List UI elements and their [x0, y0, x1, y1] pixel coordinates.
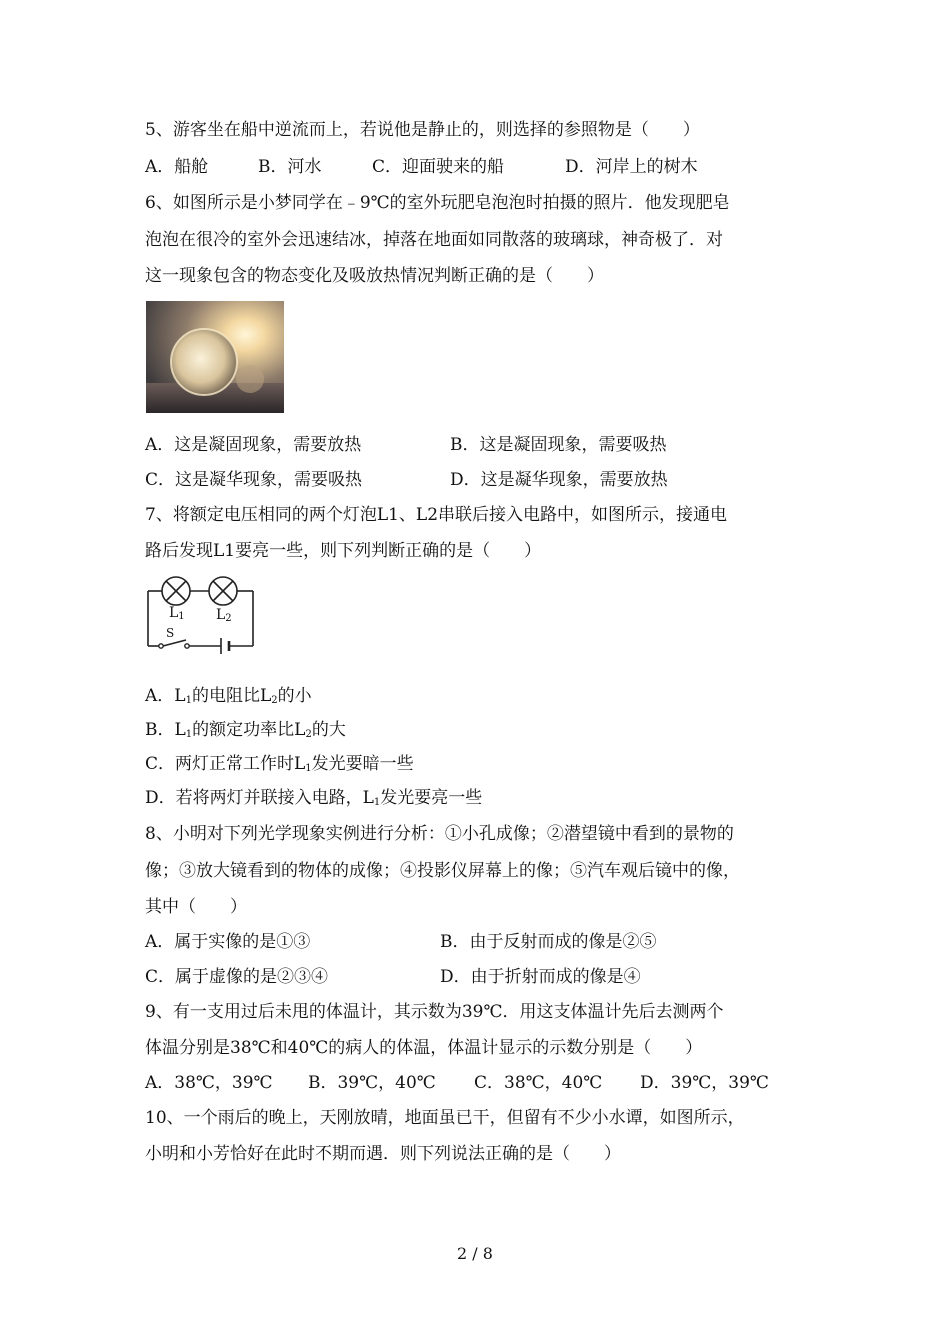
q8-stem-line2: 像；③放大镜看到的物体的成像；④投影仪屏幕上的像；⑤汽车观后镜中的像，: [145, 861, 740, 881]
q7-option-a: A．$L_1$的电阻比$L_2$的小: [145, 686, 312, 706]
q6-option-a: A．这是凝固现象，需要放热: [145, 435, 362, 455]
q7-option-b: B．$L_1$的额定功率比$L_2$的大: [145, 720, 346, 740]
q10-stem-line1: 10、一个雨后的晚上，天刚放晴，地面虽已干，但留有不少小水谭，如图所示，: [145, 1108, 745, 1128]
q5-option-d: D．河岸上的树木: [565, 157, 698, 177]
q8-option-c: C．属于虚像的是②③④: [145, 967, 329, 987]
q7-stem-line2: 路后发现L1要亮一些，则下列判断正确的是（ ）: [145, 541, 542, 561]
q7-stem-line1: 7、将额定电压相同的两个灯泡L1、L2串联后接入电路中，如图所示，接通电: [145, 505, 728, 525]
q7-option-d: D．若将两灯并联接入电路，$L_1$发光要亮一些: [145, 788, 483, 808]
q8-option-d: D．由于折射而成的像是④: [440, 967, 641, 987]
q10-stem-line2: 小明和小芳恰好在此时不期而遇．则下列说法正确的是（ ）: [145, 1144, 621, 1164]
q8-option-b: B．由于反射而成的像是②⑤: [440, 932, 657, 952]
q9-option-b: B．39℃，40℃: [308, 1073, 436, 1093]
q6-option-d: D．这是凝华现象，需要放热: [450, 470, 668, 490]
q5-option-c: C．迎面驶来的船: [372, 157, 505, 177]
q9-option-d: D．39℃，39℃: [640, 1073, 769, 1093]
q8-stem-line1: 8、小明对下列光学现象实例进行分析：①小孔成像；②潜望镜中看到的景物的: [145, 824, 734, 844]
q9-option-a: A．38℃，39℃: [145, 1073, 273, 1093]
switch-label: S: [166, 626, 175, 640]
q6-stem-line3: 这一现象包含的物态变化及吸放热情况判断正确的是（ ）: [145, 266, 604, 286]
q9-option-c: C．38℃，40℃: [474, 1073, 603, 1093]
q6-stem-line1: 6、如图所示是小梦同学在﹣9℃的室外玩肥皂泡泡时拍摄的照片．他发现肥皂: [145, 193, 730, 213]
lamp2-label: $L_2$: [216, 607, 232, 624]
series-circuit-diagram: [143, 574, 258, 660]
q9-stem-line2: 体温分别是38℃和40℃的病人的体温，体温计显示的示数分别是（ ）: [145, 1038, 703, 1058]
q8-option-a: A．属于实像的是①③: [145, 932, 311, 952]
q6-option-c: C．这是凝华现象，需要吸热: [145, 470, 363, 490]
q7-option-c: C．两灯正常工作时$L_1$发光要暗一些: [145, 754, 414, 774]
frozen-bubble-photo: [146, 301, 284, 413]
q8-stem-line3: 其中（ ）: [145, 897, 247, 917]
q5-option-a: A．船舱: [145, 157, 209, 177]
q6-stem-line2: 泡泡在很冷的室外会迅速结冰，掉落在地面如同散落的玻璃球，神奇极了．对: [145, 230, 723, 250]
q6-option-b: B．这是凝固现象，需要吸热: [450, 435, 667, 455]
q5-option-b: B．河水: [258, 157, 322, 177]
q5-stem: 5、游客坐在船中逆流而上，若说他是静止的，则选择的参照物是（ ）: [145, 120, 700, 140]
q9-stem-line1: 9、有一支用过后未甩的体温计，其示数为39℃．用这支体温计先后去测两个: [145, 1002, 724, 1022]
page-number: 2 / 8: [457, 1244, 493, 1263]
lamp1-label: $L_1$: [169, 605, 185, 622]
